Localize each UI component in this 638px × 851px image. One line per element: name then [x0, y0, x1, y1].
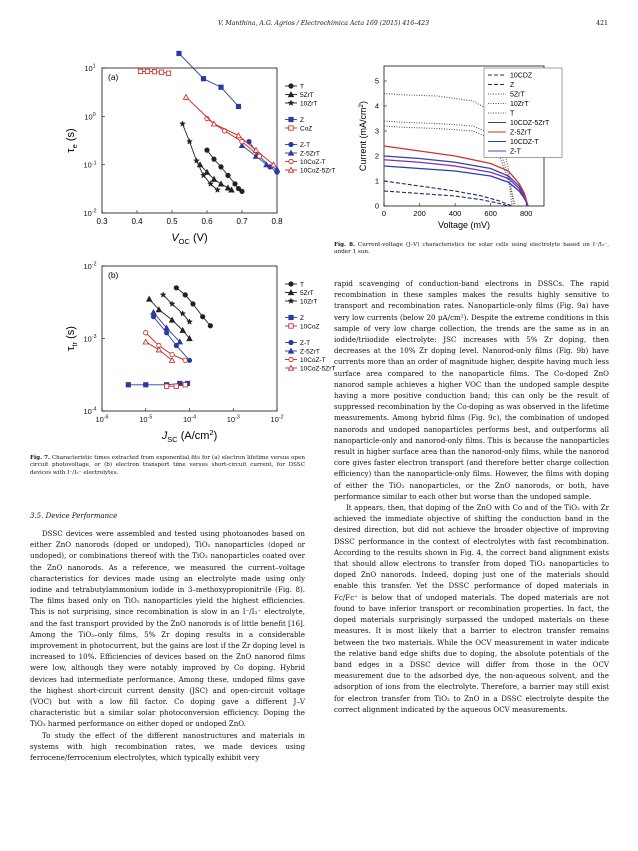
legend-item — [285, 282, 304, 289]
y-tick-label-exp: -1 — [91, 160, 97, 167]
series-10coz-5zrt — [143, 339, 175, 362]
series-z-5zrt — [151, 310, 183, 344]
data-point — [152, 69, 156, 73]
legend-marker — [289, 324, 293, 328]
x-tick-label — [183, 415, 196, 424]
y-tick-label-exp: 0 — [92, 111, 96, 118]
x-tick-label-base: 10 — [182, 415, 192, 424]
data-point — [212, 157, 216, 161]
legend-marker — [288, 100, 294, 105]
legend-label: 5ZrT — [300, 290, 314, 297]
series-coz — [138, 69, 170, 75]
x-axis-label-sub: SC — [167, 435, 178, 444]
x-tick-label — [270, 415, 283, 424]
legend-label: Z-5ZrT — [510, 129, 532, 137]
data-point — [200, 314, 204, 318]
y-tick-label — [84, 112, 95, 121]
legend-label: 10CoZ — [300, 323, 320, 331]
x-tick-label-base: 10 — [270, 415, 279, 424]
y-tick-label: 1 — [374, 176, 379, 186]
y-axis-label — [358, 101, 368, 171]
legend-marker — [289, 117, 293, 121]
x-tick-label-exp: -3 — [235, 414, 240, 421]
data-point — [274, 167, 279, 172]
y-tick-label-base: 10 — [83, 160, 92, 170]
data-point — [183, 358, 187, 362]
y-axis-label — [65, 326, 79, 351]
legend-item — [285, 159, 326, 166]
x-axis-label-unit: (V) — [189, 232, 208, 244]
data-point — [191, 302, 195, 306]
data-point — [144, 331, 148, 335]
y-axis-label-sub: e — [70, 144, 79, 149]
x-tick-label-exp: -4 — [191, 414, 197, 421]
legend-marker — [288, 298, 294, 303]
legend-item — [285, 315, 304, 322]
running-header — [0, 18, 638, 32]
x-tick-label-base: 10 — [139, 415, 148, 424]
x-tick-label: 200 — [413, 209, 426, 218]
legend-marker — [289, 282, 293, 286]
legend-label: Z — [300, 117, 304, 124]
data-point — [183, 94, 188, 99]
series-10coz-t — [144, 331, 188, 363]
y-tick-label-base: 10 — [83, 209, 92, 218]
legend-label: T — [300, 83, 304, 91]
data-point — [126, 383, 130, 387]
legend-label: 10CoZ-T — [300, 159, 326, 166]
legend-item — [285, 100, 317, 108]
y-tick-label-base: 10 — [83, 334, 92, 344]
data-point — [145, 69, 149, 73]
x-axis-label-main: J — [161, 430, 168, 442]
y-tick-label: 2 — [374, 151, 379, 161]
data-point — [225, 185, 230, 190]
series-z — [126, 381, 190, 387]
data-point — [156, 347, 161, 352]
series-line — [163, 295, 189, 322]
series-z-t — [247, 139, 279, 174]
data-point — [226, 173, 230, 177]
section-title: 3.5. Device Performance — [30, 512, 118, 520]
legend-label: 10CoZ-5ZrT — [300, 365, 336, 373]
y-tick-label-base: 10 — [84, 64, 93, 73]
x-tick-label: 0.5 — [166, 217, 178, 226]
x-axis-label-unit: (A/cm — [177, 430, 210, 442]
y-tick-label-exp: -3 — [91, 334, 97, 341]
data-point — [194, 158, 200, 163]
legend-marker — [289, 315, 293, 319]
y-axis-label-unit: (s) — [65, 326, 77, 342]
legend-marker — [289, 84, 293, 88]
figure-8-caption-text: Current-voltage (J–V) characteristics for solar cells using electrolyte based on I⁻/I₃⁻, under 1 sun. — [334, 242, 609, 256]
data-point — [174, 286, 178, 290]
data-point — [147, 296, 152, 301]
series-line — [146, 333, 186, 361]
legend-label: 5ZrT — [300, 92, 314, 99]
x-tick-label-base: 10 — [226, 415, 236, 424]
y-axis-label-main: τ — [65, 346, 77, 351]
legend-item — [285, 92, 314, 99]
figure-8-caption — [334, 242, 609, 257]
series-z — [384, 191, 508, 206]
legend-label: 10CDZ — [510, 72, 533, 80]
x-tick-label — [227, 415, 240, 424]
data-point — [219, 85, 223, 89]
data-point — [218, 181, 223, 186]
legend-item — [285, 298, 317, 306]
series-10cdz-t — [384, 166, 528, 206]
legend-label: 10CoZ-T — [300, 357, 326, 364]
x-tick-label-base: 10 — [95, 415, 104, 424]
y-tick-label-exp: 1 — [92, 63, 96, 70]
legend-marker — [289, 340, 293, 344]
y-axis-label-sub: tr — [70, 341, 79, 347]
x-tick-label: 600 — [484, 209, 497, 218]
x-tick-label: 0.6 — [201, 217, 213, 226]
data-point — [236, 104, 240, 108]
data-point — [219, 165, 223, 169]
legend-item — [285, 357, 326, 364]
x-tick-label: 800 — [519, 209, 533, 218]
figure-8-chart — [328, 60, 618, 235]
data-point — [240, 189, 244, 193]
legend-label: 5ZrT — [510, 91, 525, 99]
left-column — [30, 528, 305, 763]
data-point — [201, 77, 205, 81]
x-tick-label — [139, 415, 152, 424]
y-tick-label: 5 — [374, 76, 379, 86]
x-tick-label: 0.7 — [236, 217, 248, 226]
legend-label: Z-T — [300, 340, 311, 347]
legend-label: 10CDZ-T — [510, 139, 539, 146]
data-point — [164, 331, 168, 335]
legend-item — [285, 117, 304, 124]
y-tick-label — [83, 160, 96, 169]
data-point — [151, 314, 155, 318]
x-axis-label-main: V — [171, 232, 179, 244]
figure-7a-chart — [62, 60, 336, 250]
legend-marker — [289, 142, 293, 146]
legend-label: T — [510, 110, 515, 118]
legend-label: T — [300, 281, 304, 289]
data-point — [187, 358, 191, 362]
y-axis-label — [65, 128, 79, 152]
data-point — [143, 339, 148, 344]
x-axis-label: $J_{SC}$ $(A/cm^2)$ — [161, 428, 218, 444]
page-number: 421 — [596, 20, 608, 27]
panel-label: (a) — [108, 72, 119, 82]
right-column — [334, 278, 609, 715]
data-point — [151, 310, 156, 315]
y-tick-label-base: 10 — [83, 262, 92, 271]
legend-label: Z — [510, 82, 515, 89]
series-z-t — [384, 160, 528, 206]
legend-item — [285, 150, 320, 157]
series-line — [176, 288, 210, 326]
y-tick-label — [83, 334, 96, 343]
legend-marker — [289, 159, 293, 163]
paragraph: To study the effect of the different nanostructures and materials in systems with high recombination rates, we made devices using ferrocene/ferrocenium electrolytes, which typically exhibit very — [30, 730, 305, 763]
x-tick-label: 0.3 — [96, 217, 108, 226]
legend-label: 10ZrT — [300, 100, 318, 108]
legend-item — [285, 348, 320, 355]
y-tick-label-base: 10 — [83, 407, 92, 416]
y-tick-label-base: 10 — [84, 112, 93, 122]
series-t — [205, 148, 244, 194]
legend-label: CoZ — [300, 125, 313, 133]
data-point — [174, 384, 178, 388]
y-axis-label-sup: 2 — [358, 103, 365, 108]
y-axis-label-text: Current (mA/cm — [358, 107, 368, 172]
x-tick-label — [95, 415, 108, 424]
x-tick-label-exp: -6 — [103, 414, 109, 421]
y-tick-label: 0 — [374, 201, 379, 211]
legend-marker — [289, 126, 293, 130]
data-point — [177, 51, 181, 55]
series-t — [174, 286, 212, 328]
y-tick-label — [83, 262, 96, 271]
data-point — [166, 71, 170, 75]
legend-label: Z-T — [510, 148, 521, 156]
data-point — [170, 352, 174, 356]
x-tick-label-exp: -5 — [147, 414, 153, 421]
y-axis-label-end: ) — [358, 100, 368, 104]
legend-item — [285, 290, 314, 297]
data-point — [164, 384, 168, 388]
legend-label: 10CDZ-5ZrT — [510, 120, 550, 127]
x-tick-label-exp: -2 — [278, 414, 284, 421]
data-point — [138, 69, 142, 73]
data-point — [233, 182, 237, 186]
data-point — [159, 70, 163, 74]
y-tick-label: 3 — [374, 126, 379, 136]
x-axis-label-sub: OC — [178, 237, 190, 246]
legend-label: Z-5ZrT — [300, 150, 320, 158]
data-point — [208, 324, 212, 328]
data-point — [236, 133, 241, 138]
figure-8-caption-label: Fig. 8. — [334, 242, 355, 248]
x-axis-label — [171, 232, 207, 246]
x-tick-label: 0.8 — [271, 217, 283, 226]
legend-item — [285, 126, 312, 133]
y-tick-label — [83, 209, 96, 218]
data-point — [144, 383, 148, 387]
legend-label: Z-5ZrT — [300, 348, 320, 356]
figure-7-caption-text: Characteristic times extracted from exponential fits for (a) electron lifetime versus open circuit photovoltage, or (b) electron transport time versus short-circuit current, for DSSC devices with I⁻/I₃⁻ electrolytes. — [30, 455, 306, 476]
legend-label: 10ZrT — [300, 298, 318, 306]
data-point — [187, 139, 193, 144]
legend-label: Z-T — [300, 142, 311, 149]
y-axis-label-unit: (s) — [65, 128, 77, 145]
legend-item — [285, 365, 335, 372]
y-tick-label-exp: -2 — [91, 261, 97, 268]
y-tick-label — [84, 64, 95, 73]
legend-item — [285, 340, 310, 347]
legend-label: 10ZrT — [510, 101, 529, 108]
series-10zrt — [160, 292, 192, 324]
data-point — [183, 293, 187, 297]
figure-7-caption — [30, 455, 305, 477]
paragraph: rapid scavenging of conduction-band electrons in DSSCs. The rapid recombination in these samples makes the results highly sensitive to transport and recombination rates. Nanoparticle-only films (Fig. 9a) have very low currents (below 20 µA/cm²). Despite the extreme conditions in this sample of very low charge collection, the trends are the same as in an iodide/triiodide electrolyte: JSC increases with 5% Zr doping, then decreases at the 10% Zr doping level. Nanorod-only films (Fig. 9b) have currents more than an order of magnitude higher, despite having much less surface area compared to the nanoparticle films. The Co-doped ZnO nanorod sample achieves a higher VOC than the undoped sample despite having a more positive conduction band; this can only be the result of suppressed recombination by the Co-doping as was observed in the lifetime measurements. Among hybrid films (Fig. 9c), the combination of undoped nanorods and undoped nanoparticles performs best, and outperforms all nanoparticle-only and nanorod-only films. This is because the nanoparticles result in higher surface area than the nanorod-only films, while the nanorod core gives faster electron transport (and therefore better charge collection efficiency) than the nanoparticle-only films. However, the films with doping of either the TiO₂ nanoparticles, or the ZnO nanorods, or both, have performance similar to each other but worse than the undoped sample. — [334, 279, 609, 501]
x-tick-label: 0.4 — [131, 217, 143, 226]
panel-label: (b) — [108, 270, 119, 280]
legend-item — [285, 142, 310, 149]
y-tick-label-exp: -4 — [91, 406, 97, 413]
x-axis-label-sup: 2 — [209, 428, 214, 437]
y-tick-label-exp: -2 — [91, 208, 97, 215]
x-tick-label: 400 — [448, 209, 462, 218]
data-point — [183, 383, 187, 387]
legend-marker — [289, 357, 293, 361]
series-z — [177, 51, 241, 108]
data-point — [205, 148, 209, 152]
x-axis-label: Voltage (mV) — [437, 220, 491, 230]
x-tick-label: 0 — [381, 209, 387, 218]
legend-label: 10CoZ-5ZrT — [300, 167, 336, 175]
legend-item — [285, 324, 320, 331]
series-10coz-5zrt — [183, 94, 276, 166]
y-axis-label-main: τ — [65, 148, 77, 153]
legend-label: Z — [300, 315, 304, 322]
paragraph: It appears, then, that doping of the ZnO with Co and of the TiO₂ with Zr achieved the immediate objective of shifting the conduction band in the desired direction, but did not achieve the broader objective of improving DSSC performance in the context of electrolytes with fast recombination. According to the results shown in Fig. 4, the correct band alignment exists that should allow electrons to transfer from doped TiO₂ nanoparticles to doped ZnO nanorods. Indeed, doping just one of the materials should enable this transfer. Yet the DSSC performance of doped materials in Fc/Fc⁺ is below that of undoped materials. The doped materials are not found to have inferior transport or recombination properties. In fact, the doped materials surprisingly surpassed the undoped materials on these measures. It is most likely that a barrier to electron transfer remains between the two materials. While the OCV measurement in water indicate the relative band edge shifts due to doping, the absolute potentials of the band edges in a DSSC device will differ from those in the OCV measurement due to the adsorbed dye, the non-aqueous solvent, and the adsorption of ions from the electrolyte. Therefore, a barrier may still exist for electron transfer from TiO₂ to ZnO in a DSSC electrolyte despite the correct alignment indicated by the aqueous OCV measurements. — [334, 503, 609, 714]
data-point — [180, 121, 186, 126]
paragraph: DSSC devices were assembled and tested using photoanodes based on either ZnO nanorods (doped or undoped), TiO₂ nanoparticles (doped or undoped), or combinations thereof with the TiO₂ nanoparticles coated over the ZnO nanorods. As a reference, we measured the current–voltage characteristics for devices made using an electrolyte made using only iodine and tetrabutylammonium iodide in 3–methoxypropionitrile (Fig. 8). The films based only on TiO₂ nanoparticles yield the highest efficiencies. This is not surprising, since recombination is slow in an I⁻/I₃⁻ electrolyte, and the fast transport provided by the ZnO nanorods is of little benefit [16]. Among the TiO₂–only films, 5% Zr doping results in a considerable improvement in photocurrent, but the gains are lost if the Zr doping level is increased to 10%. Efficiencies of devices based on the ZnO nanorod films were low, although they were notably improved by Co doping. Hybrid devices had intermediate performance. Among these, undoped films gave the highest short-circuit current density (JSC) and open-circuit voltage (VOC) but with a low fill factor. Co doping gave a different J–V characteristic but a similar solar photoconversion efficiency. Doping the TiO₂ harmed performance on either doped or undoped ZnO. — [30, 529, 305, 729]
figure-7b-chart — [62, 258, 336, 448]
journal-citation: V. Manthina, A.G. Agrios / Electrochimica Acta 169 (2015) 416–423 — [218, 20, 430, 27]
legend-item — [285, 84, 304, 91]
y-tick-label: 4 — [374, 101, 379, 111]
figure-7-caption-label: Fig. 7. — [30, 455, 50, 461]
